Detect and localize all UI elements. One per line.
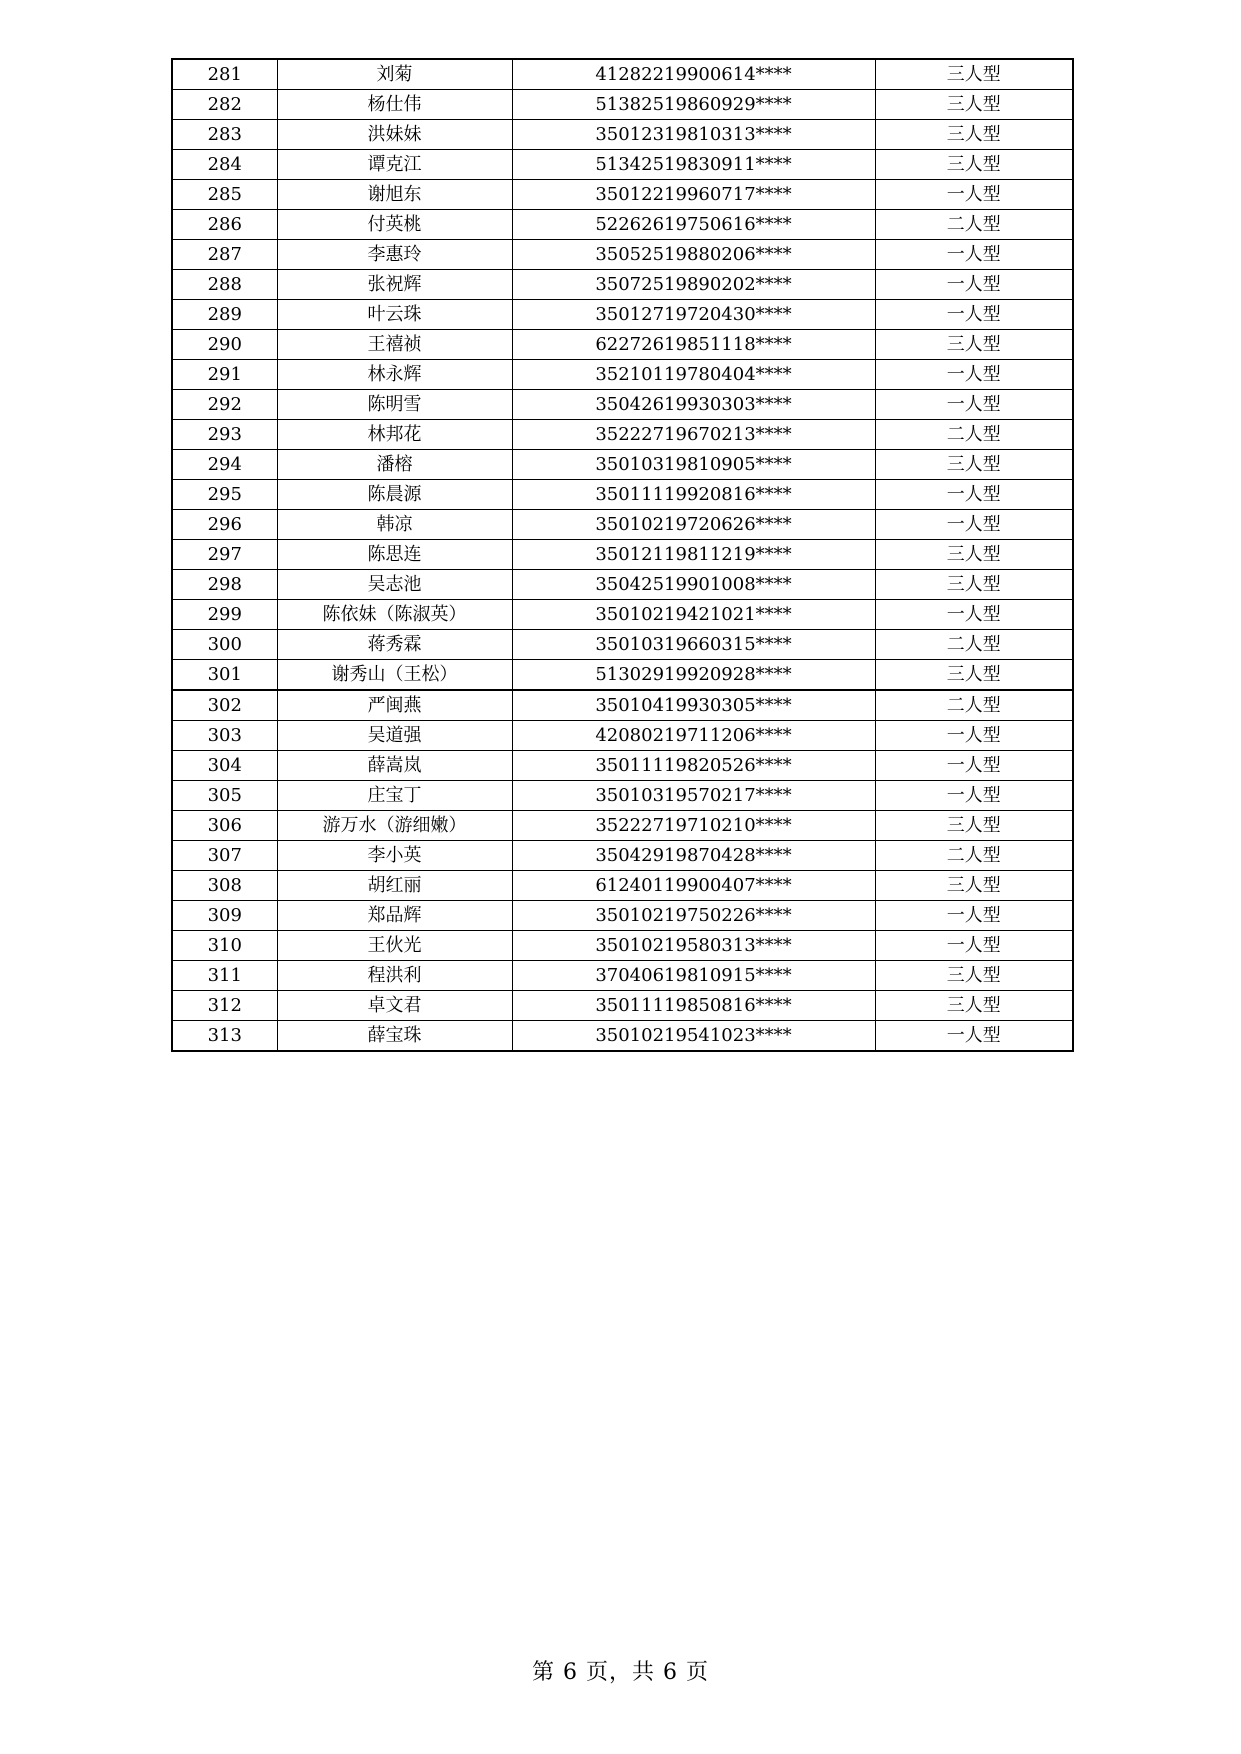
household-type-cell: 三人型 <box>875 450 1073 480</box>
row-number-cell: 305 <box>172 781 277 811</box>
row-number-cell: 298 <box>172 570 277 600</box>
name-cell: 杨仕伟 <box>277 90 512 120</box>
row-number-cell: 296 <box>172 510 277 540</box>
name-cell: 张祝辉 <box>277 270 512 300</box>
id-number-cell: 35010319660315**** <box>512 630 875 660</box>
name-cell: 谢秀山（王松） <box>277 660 512 691</box>
row-number-cell: 312 <box>172 991 277 1021</box>
table-row <box>172 901 1073 931</box>
table-row <box>172 781 1073 811</box>
row-number-cell: 309 <box>172 901 277 931</box>
id-number-cell: 35012119811219**** <box>512 540 875 570</box>
household-type-cell: 一人型 <box>875 1021 1073 1052</box>
name-cell: 卓文君 <box>277 991 512 1021</box>
name-cell: 潘榕 <box>277 450 512 480</box>
id-number-cell: 51342519830911**** <box>512 150 875 180</box>
household-type-cell: 一人型 <box>875 600 1073 630</box>
id-number-cell: 35010319570217**** <box>512 781 875 811</box>
row-number-cell: 290 <box>172 330 277 360</box>
row-number-cell: 282 <box>172 90 277 120</box>
name-cell: 陈依妹（陈淑英） <box>277 600 512 630</box>
row-number-cell: 292 <box>172 390 277 420</box>
household-type-cell: 二人型 <box>875 690 1073 721</box>
name-cell: 薛嵩岚 <box>277 751 512 781</box>
name-cell: 严闽燕 <box>277 690 512 721</box>
household-type-cell: 一人型 <box>875 480 1073 510</box>
table-row <box>172 59 1073 90</box>
page-number-footer: 第 6 页，共 6 页 <box>532 1660 709 1685</box>
row-number-cell: 299 <box>172 600 277 630</box>
table-row <box>172 540 1073 570</box>
table-row <box>172 360 1073 390</box>
id-number-cell: 35042919870428**** <box>512 841 875 871</box>
id-number-cell: 35012319810313**** <box>512 120 875 150</box>
id-number-cell: 35012219960717**** <box>512 180 875 210</box>
name-cell: 洪妹妹 <box>277 120 512 150</box>
id-number-cell: 35011119850816**** <box>512 991 875 1021</box>
household-type-cell: 一人型 <box>875 360 1073 390</box>
household-type-cell: 一人型 <box>875 931 1073 961</box>
id-number-cell: 61240119900407**** <box>512 871 875 901</box>
table-row <box>172 180 1073 210</box>
name-cell: 程洪利 <box>277 961 512 991</box>
name-cell: 林邦花 <box>277 420 512 450</box>
table-row <box>172 570 1073 600</box>
household-type-cell: 三人型 <box>875 120 1073 150</box>
table-row <box>172 210 1073 240</box>
row-number-cell: 303 <box>172 721 277 751</box>
row-number-cell: 283 <box>172 120 277 150</box>
table-row <box>172 961 1073 991</box>
id-number-cell: 35052519880206**** <box>512 240 875 270</box>
id-number-cell: 35222719670213**** <box>512 420 875 450</box>
id-number-cell: 35010219541023**** <box>512 1021 875 1052</box>
name-cell: 陈晨源 <box>277 480 512 510</box>
roster-table-body <box>172 59 1073 1051</box>
name-cell: 郑品辉 <box>277 901 512 931</box>
household-type-cell: 二人型 <box>875 420 1073 450</box>
household-type-cell: 三人型 <box>875 811 1073 841</box>
table-row <box>172 330 1073 360</box>
row-number-cell: 302 <box>172 690 277 721</box>
name-cell: 蒋秀霖 <box>277 630 512 660</box>
id-number-cell: 42080219711206**** <box>512 721 875 751</box>
id-number-cell: 35010319810905**** <box>512 450 875 480</box>
id-number-cell: 35072519890202**** <box>512 270 875 300</box>
row-number-cell: 291 <box>172 360 277 390</box>
household-type-cell: 三人型 <box>875 330 1073 360</box>
household-type-cell: 一人型 <box>875 390 1073 420</box>
row-number-cell: 311 <box>172 961 277 991</box>
household-type-cell: 二人型 <box>875 841 1073 871</box>
household-type-cell: 三人型 <box>875 540 1073 570</box>
id-number-cell: 35042619930303**** <box>512 390 875 420</box>
household-type-cell: 一人型 <box>875 751 1073 781</box>
row-number-cell: 300 <box>172 630 277 660</box>
id-number-cell: 35010219580313**** <box>512 931 875 961</box>
id-number-cell: 35011119820526**** <box>512 751 875 781</box>
table-row <box>172 721 1073 751</box>
name-cell: 韩凉 <box>277 510 512 540</box>
table-row <box>172 660 1073 691</box>
household-type-cell: 三人型 <box>875 570 1073 600</box>
household-type-cell: 一人型 <box>875 180 1073 210</box>
table-row <box>172 150 1073 180</box>
id-number-cell: 35012719720430**** <box>512 300 875 330</box>
household-type-cell: 三人型 <box>875 150 1073 180</box>
name-cell: 庄宝丁 <box>277 781 512 811</box>
id-number-cell: 35010219421021**** <box>512 600 875 630</box>
household-type-cell: 三人型 <box>875 59 1073 90</box>
row-number-cell: 286 <box>172 210 277 240</box>
id-number-cell: 35210119780404**** <box>512 360 875 390</box>
row-number-cell: 281 <box>172 59 277 90</box>
table-row <box>172 690 1073 721</box>
table-row <box>172 751 1073 781</box>
name-cell: 李惠玲 <box>277 240 512 270</box>
row-number-cell: 293 <box>172 420 277 450</box>
name-cell: 吴道强 <box>277 721 512 751</box>
name-cell: 王禧祯 <box>277 330 512 360</box>
table-row <box>172 270 1073 300</box>
row-number-cell: 288 <box>172 270 277 300</box>
id-number-cell: 41282219900614**** <box>512 59 875 90</box>
table-row <box>172 120 1073 150</box>
name-cell: 王伙光 <box>277 931 512 961</box>
household-type-cell: 一人型 <box>875 781 1073 811</box>
household-type-cell: 一人型 <box>875 270 1073 300</box>
id-number-cell: 35011119920816**** <box>512 480 875 510</box>
name-cell: 谢旭东 <box>277 180 512 210</box>
table-row <box>172 991 1073 1021</box>
row-number-cell: 304 <box>172 751 277 781</box>
table-row <box>172 450 1073 480</box>
row-number-cell: 284 <box>172 150 277 180</box>
row-number-cell: 308 <box>172 871 277 901</box>
name-cell: 李小英 <box>277 841 512 871</box>
household-type-cell: 三人型 <box>875 871 1073 901</box>
table-row <box>172 510 1073 540</box>
table-row <box>172 630 1073 660</box>
table-row <box>172 600 1073 630</box>
household-type-cell: 一人型 <box>875 300 1073 330</box>
table-row <box>172 931 1073 961</box>
table-row <box>172 1021 1073 1052</box>
table-row <box>172 390 1073 420</box>
id-number-cell: 35010219750226**** <box>512 901 875 931</box>
name-cell: 游万水（游细嫩） <box>277 811 512 841</box>
household-type-cell: 三人型 <box>875 991 1073 1021</box>
name-cell: 付英桃 <box>277 210 512 240</box>
row-number-cell: 294 <box>172 450 277 480</box>
name-cell: 陈明雪 <box>277 390 512 420</box>
household-type-cell: 三人型 <box>875 660 1073 691</box>
household-type-cell: 三人型 <box>875 961 1073 991</box>
household-type-cell: 一人型 <box>875 240 1073 270</box>
household-type-cell: 二人型 <box>875 630 1073 660</box>
name-cell: 谭克江 <box>277 150 512 180</box>
household-type-cell: 一人型 <box>875 901 1073 931</box>
household-type-cell: 一人型 <box>875 510 1073 540</box>
id-number-cell: 35042519901008**** <box>512 570 875 600</box>
id-number-cell: 62272619851118**** <box>512 330 875 360</box>
row-number-cell: 310 <box>172 931 277 961</box>
row-number-cell: 285 <box>172 180 277 210</box>
id-number-cell: 35222719710210**** <box>512 811 875 841</box>
table-row <box>172 841 1073 871</box>
roster-table <box>171 58 1074 1052</box>
table-row <box>172 420 1073 450</box>
name-cell: 叶云珠 <box>277 300 512 330</box>
row-number-cell: 289 <box>172 300 277 330</box>
table-row <box>172 811 1073 841</box>
name-cell: 薛宝珠 <box>277 1021 512 1052</box>
table-row <box>172 871 1073 901</box>
row-number-cell: 307 <box>172 841 277 871</box>
name-cell: 胡红丽 <box>277 871 512 901</box>
table-row <box>172 90 1073 120</box>
id-number-cell: 35010419930305**** <box>512 690 875 721</box>
row-number-cell: 301 <box>172 660 277 691</box>
row-number-cell: 306 <box>172 811 277 841</box>
household-type-cell: 三人型 <box>875 90 1073 120</box>
household-type-cell: 二人型 <box>875 210 1073 240</box>
id-number-cell: 51302919920928**** <box>512 660 875 691</box>
row-number-cell: 313 <box>172 1021 277 1052</box>
id-number-cell: 51382519860929**** <box>512 90 875 120</box>
table-row <box>172 480 1073 510</box>
id-number-cell: 35010219720626**** <box>512 510 875 540</box>
table-row <box>172 240 1073 270</box>
name-cell: 刘菊 <box>277 59 512 90</box>
row-number-cell: 297 <box>172 540 277 570</box>
name-cell: 吴志池 <box>277 570 512 600</box>
table-row <box>172 300 1073 330</box>
id-number-cell: 37040619810915**** <box>512 961 875 991</box>
row-number-cell: 287 <box>172 240 277 270</box>
row-number-cell: 295 <box>172 480 277 510</box>
id-number-cell: 52262619750616**** <box>512 210 875 240</box>
household-type-cell: 一人型 <box>875 721 1073 751</box>
name-cell: 林永辉 <box>277 360 512 390</box>
name-cell: 陈思连 <box>277 540 512 570</box>
